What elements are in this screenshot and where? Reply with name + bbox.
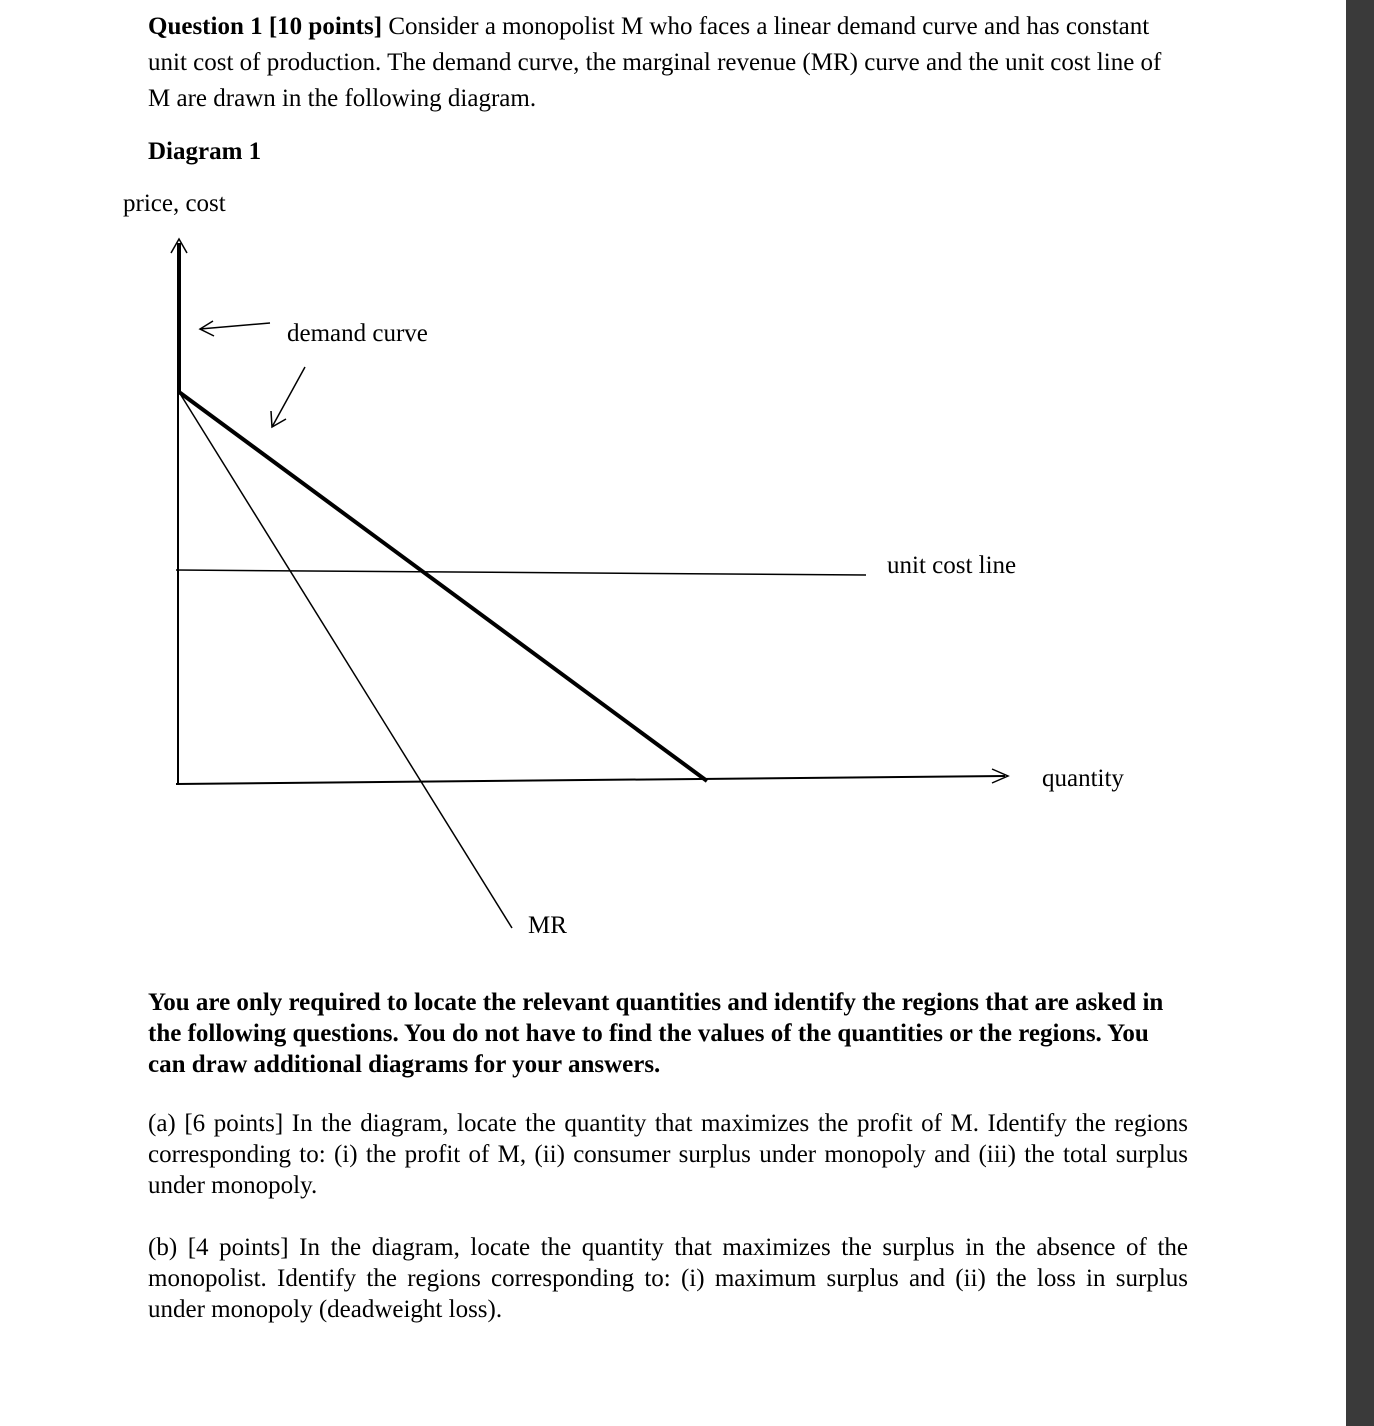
diagram-title: Diagram 1 [148,138,262,165]
part-b: (b) [4 points] In the diagram, locate the quantity that maximizes the surplus in the absence of the monopolist. Identify the regions corresponding to: (i) maximum surplus and (ii) the loss in surplus under monopoly (deadweight loss). [148,1234,1188,1323]
x-axis-label: quantity [1042,765,1124,792]
mr-curve [179,392,512,928]
unit-cost-line-label: unit cost line [887,552,1017,579]
y-axis-label: price, cost [123,190,226,217]
scrollbar-edge[interactable] [1346,0,1374,1426]
unit-cost-line [176,570,866,575]
demand-pointer-arrow [272,367,305,427]
instructions: You are only required to locate the relevant quantities and identify the regions that are asked in the following questions. You do not have to find the values of the quantities or the regions. You can draw additional diagrams for your answers. [148,989,1164,1078]
question-text: Consider a monopolist M who faces a linear demand curve and has constant unit cost of production. The demand curve, the marginal revenue (MR) curve and the unit cost line of M are drawn in the following diagram. [148,13,1162,112]
question-heading: Question 1 [10 points] [148,13,383,40]
part-a: (a) [6 points] In the diagram, locate the quantity that maximizes the profit of M. Identify the regions corresponding to: (i) the profit of M, (ii) consumer surplus under monopoly and (iii) the total surplus under monopoly. [148,1110,1188,1199]
demand-curve [179,392,707,781]
axis-pointer-arrow [200,323,270,329]
demand-curve-label: demand curve [287,320,428,347]
x-axis [176,776,1005,784]
mr-label: MR [528,912,567,939]
